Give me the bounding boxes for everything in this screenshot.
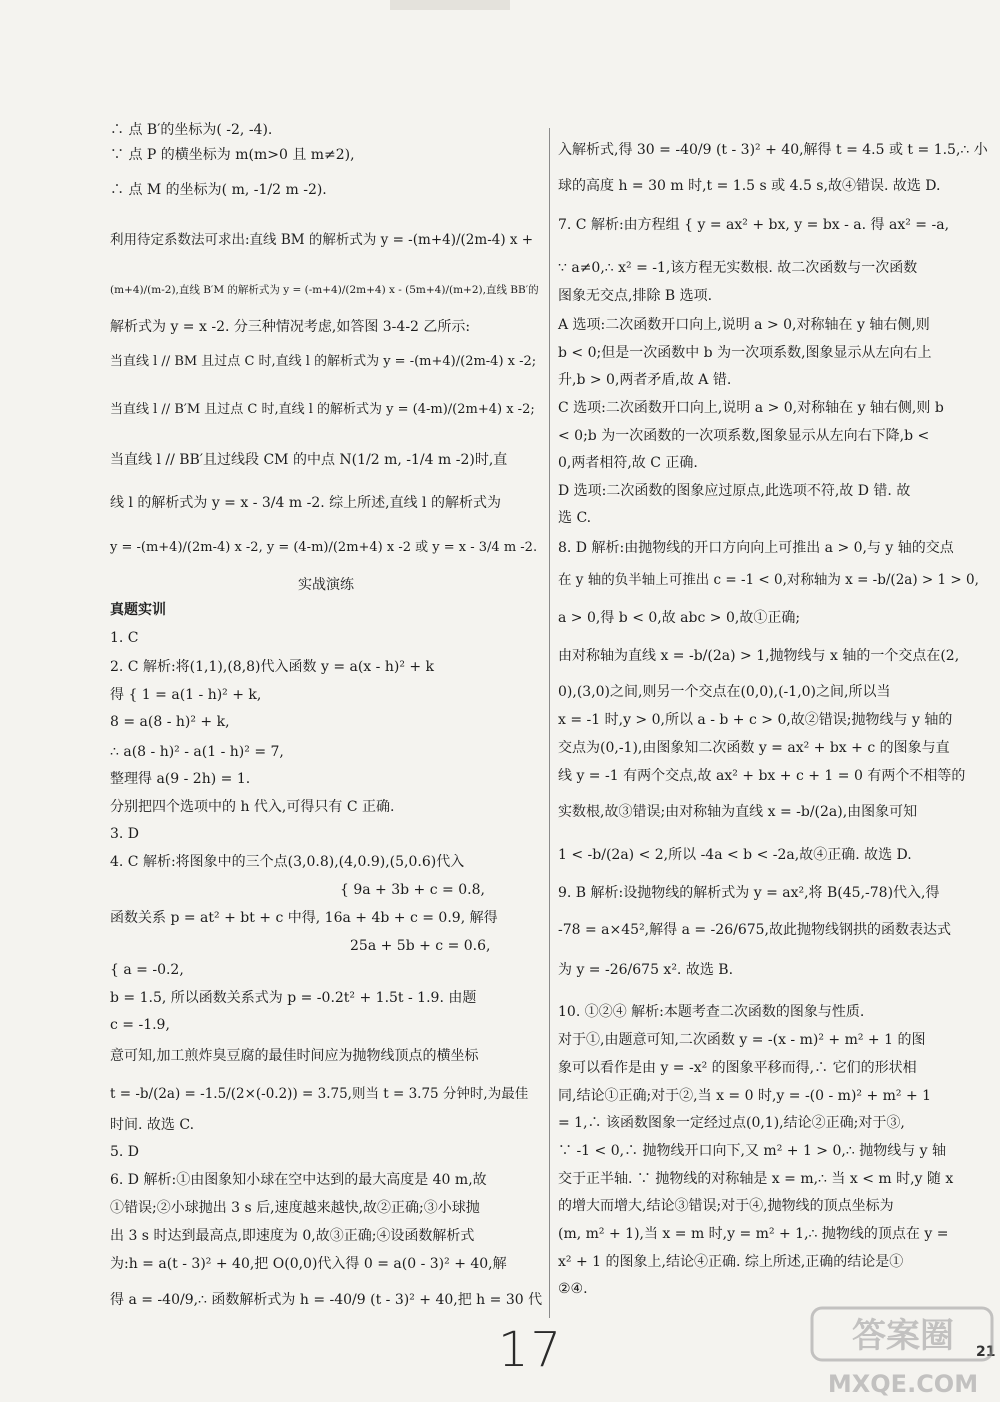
text-line: 5. D xyxy=(110,1144,140,1160)
text-line: 的增大而增大,结论③错误;对于④,抛物线的顶点坐标为 xyxy=(558,1198,894,1214)
column-divider xyxy=(549,128,550,1318)
text-line: 8 = a(8 - h)² + k, xyxy=(110,714,230,730)
text-line: 时间. 故选 C. xyxy=(110,1117,195,1133)
text-line: 为 y = -26/675 x². 故选 B. xyxy=(558,962,734,978)
text-line: b < 0;但是一次函数中 b 为一次项系数,图象显示从左向右上 xyxy=(558,345,932,361)
text-line: 当直线 l // B′M 且过点 C 时,直线 l 的解析式为 y = (4-m)/(2m+4) x -2; xyxy=(110,402,535,417)
handwritten-page-number: 17 xyxy=(498,1322,564,1378)
text-line: 9. B 解析:设抛物线的解析式为 y = ax²,将 B(45,-78)代入,得 xyxy=(558,885,940,901)
text-line: ∴ 点 B′的坐标为( -2, -4). xyxy=(110,122,273,138)
text-line: a > 0,得 b < 0,故 abc > 0,故①正确; xyxy=(558,610,801,626)
section-heading: 真题实训 xyxy=(110,602,166,618)
text-line: A 选项:二次函数开口向上,说明 a > 0,对称轴在 y 轴右侧,则 xyxy=(558,317,930,333)
text-line: 8. D 解析:由抛物线的开口方向向上可推出 a > 0,与 y 轴的交点 xyxy=(558,540,954,556)
text-line: 图象无交点,排除 B 选项. xyxy=(558,288,713,304)
text-line: = 1,∴ 该函数图象一定经过点(0,1),结论②正确;对于③, xyxy=(558,1115,905,1131)
text-line: C 选项:二次函数开口向上,说明 a > 0,对称轴在 y 轴右侧,则 b xyxy=(558,400,944,416)
text-line: 为:h = a(t - 3)² + 40,把 O(0,0)代入得 0 = a(0 - 3)² + 40,解 xyxy=(110,1256,507,1272)
text-line: 25a + 5b + c = 0.6, xyxy=(350,938,491,954)
text-line: 0,两者相符,故 C 正确. xyxy=(558,455,698,471)
watermark-text-top: 答案圈 xyxy=(852,1316,954,1356)
text-line: 意可知,加工煎炸臭豆腐的最佳时间应为抛物线顶点的横坐标 xyxy=(110,1048,479,1064)
text-line: 由对称轴为直线 x = -b/(2a) > 1,抛物线与 x 轴的一个交点在(2, xyxy=(558,648,960,664)
watermark-text-bottom: MXQE.COM xyxy=(827,1370,979,1398)
text-line: 象可以看作是由 y = -x² 的图象平移而得,∴ 它们的形状相 xyxy=(558,1060,917,1076)
text-line: 选 C. xyxy=(558,510,592,526)
text-line: (m, m² + 1),当 x = m 时,y = m² + 1,∴ 抛物线的顶点在 y = xyxy=(558,1226,949,1242)
text-line: 交于正半轴. ∵ 抛物线的对称轴是 x = m,∴ 当 x < m 时,y 随 x xyxy=(558,1171,954,1187)
text-line: 0),(3,0)之间,则另一个交点在(0,0),(-1,0)之间,所以当 xyxy=(558,684,891,700)
text-line: 整理得 a(9 - 2h) = 1. xyxy=(110,771,251,787)
text-line: ∵ -1 < 0,∴ 抛物线开口向下,又 m² + 1 > 0,∴ 抛物线与 y 轴 xyxy=(558,1143,947,1159)
text-line: 1 < -b/(2a) < 2,所以 -4a < b < -2a,故④正确. 故选 D. xyxy=(558,847,912,863)
text-line: t = -b/(2a) = -1.5/(2×(-0.2)) = 3.75,则当 t = 3.75 分钟时,为最佳 xyxy=(110,1086,529,1102)
text-line: D 选项:二次函数的图象应过原点,此选项不符,故 D 错. 故 xyxy=(558,483,911,499)
text-line: x = -1 时,y > 0,所以 a - b + c > 0,故②错误;抛物线与 y 轴的 xyxy=(558,712,953,728)
text-line: c = -1.9, xyxy=(110,1017,170,1033)
section-title: 实战演练 xyxy=(298,577,354,593)
text-line: 实数根,故③错误;由对称轴为直线 x = -b/(2a),由图象可知 xyxy=(558,804,918,820)
text-line: 4. C 解析:将图象中的三个点(3,0.8),(4,0.9),(5,0.6)代入 xyxy=(110,854,465,870)
text-line: 交点为(0,-1),由图象知二次函数 y = ax² + bx + c 的图象与直 xyxy=(558,740,950,756)
watermark-logo xyxy=(808,1300,998,1400)
text-line: 利用待定系数法可求出:直线 BM 的解析式为 y = -(m+4)/(2m-4) x + xyxy=(110,232,534,248)
text-line: 1. C xyxy=(110,630,139,646)
text-line: ∵ 点 P 的横坐标为 m(m>0 且 m≠2), xyxy=(110,147,355,163)
text-line: -78 = a×45²,解得 a = -26/675,故此抛物线钢拱的函数表达式 xyxy=(558,922,951,938)
text-line: b = 1.5, 所以函数关系式为 p = -0.2t² + 1.5t - 1.9. 由题 xyxy=(110,990,477,1006)
text-line: 解析式为 y = x -2. 分三种情况考虑,如答图 3-4-2 乙所示: xyxy=(110,319,471,335)
text-line: 线 y = -1 有两个交点,故 ax² + bx + c + 1 = 0 有两个不相等的 xyxy=(558,768,966,784)
text-line: 当直线 l // BB′且过线段 CM 的中点 N(1/2 m, -1/4 m -2)时,直 xyxy=(110,452,508,468)
text-line: 分别把四个选项中的 h 代入,可得只有 C 正确. xyxy=(110,799,395,815)
text-line: ∵ a≠0,∴ x² = -1,该方程无实数根. 故二次函数与一次函数 xyxy=(558,260,918,276)
text-line: 球的高度 h = 30 m 时,t = 1.5 s 或 4.5 s,故④错误. 故选 D. xyxy=(558,178,941,194)
text-line: (m+4)/(m-2),直线 B′M 的解析式为 y = (-m+4)/(2m+4) x - (5m+4)/(m+2),直线 BB′的 xyxy=(110,284,539,296)
text-line: y = -(m+4)/(2m-4) x -2, y = (4-m)/(2m+4) x -2 或 y = x - 3/4 m -2. xyxy=(110,540,538,555)
text-line: 得 { 1 = a(1 - h)² + k, xyxy=(110,687,262,703)
scan-noise xyxy=(390,0,510,10)
text-line: { a = -0.2, xyxy=(110,962,184,978)
page-number: 21 xyxy=(976,1344,996,1360)
text-line: ①错误;②小球抛出 3 s 后,速度越来越快,故②正确;③小球抛 xyxy=(110,1200,480,1216)
text-line: 函数关系 p = at² + bt + c 中得, 16a + 4b + c = 0.9, 解得 xyxy=(110,910,498,926)
text-line: ②④. xyxy=(558,1281,588,1297)
text-line: 3. D xyxy=(110,826,140,842)
text-line: 6. D 解析:①由图象知小球在空中达到的最大高度是 40 m,故 xyxy=(110,1172,487,1188)
text-line: 入解析式,得 30 = -40/9 (t - 3)² + 40,解得 t = 4.5 或 t = 1.5,∴ 小 xyxy=(558,142,988,158)
text-line: ∴ a(8 - h)² - a(1 - h)² = 7, xyxy=(110,744,284,760)
text-line: 同,结论①正确;对于②,当 x = 0 时,y = -(0 - m)² + m² + 1 xyxy=(558,1088,932,1104)
text-line: 7. C 解析:由方程组 { y = ax² + bx, y = bx - a. 得 ax² = -a, xyxy=(558,217,950,233)
text-line: 2. C 解析:将(1,1),(8,8)代入函数 y = a(x - h)² + k xyxy=(110,659,435,675)
text-line: 升,b > 0,两者矛盾,故 A 错. xyxy=(558,372,732,388)
text-line: 对于①,由题意可知,二次函数 y = -(x - m)² + m² + 1 的图 xyxy=(558,1032,926,1048)
text-line: 当直线 l // BM 且过点 C 时,直线 l 的解析式为 y = -(m+4)/(2m-4) x -2; xyxy=(110,354,537,369)
text-line: 10. ①②④ 解析:本题考查二次函数的图象与性质. xyxy=(558,1004,865,1020)
text-line: { 9a + 3b + c = 0.8, xyxy=(340,882,485,898)
text-line: ∴ 点 M 的坐标为( m, -1/2 m -2). xyxy=(110,182,327,198)
text-line: < 0;b 为一次函数的一次项系数,图象显示从左向右下降,b < xyxy=(558,428,930,444)
text-line: 出 3 s 时达到最高点,即速度为 0,故③正确;④设函数解析式 xyxy=(110,1228,475,1244)
text-line: 得 a = -40/9,∴ 函数解析式为 h = -40/9 (t - 3)² + 40,把 h = 30 代 xyxy=(110,1292,543,1308)
text-line: 线 l 的解析式为 y = x - 3/4 m -2. 综上所述,直线 l 的解析式为 xyxy=(110,495,501,511)
text-line: x² + 1 的图象上,结论④正确. 综上所述,正确的结论是① xyxy=(558,1254,904,1270)
text-line: 在 y 轴的负半轴上可推出 c = -1 < 0,对称轴为 x = -b/(2a) > 1 > 0, xyxy=(558,572,979,588)
